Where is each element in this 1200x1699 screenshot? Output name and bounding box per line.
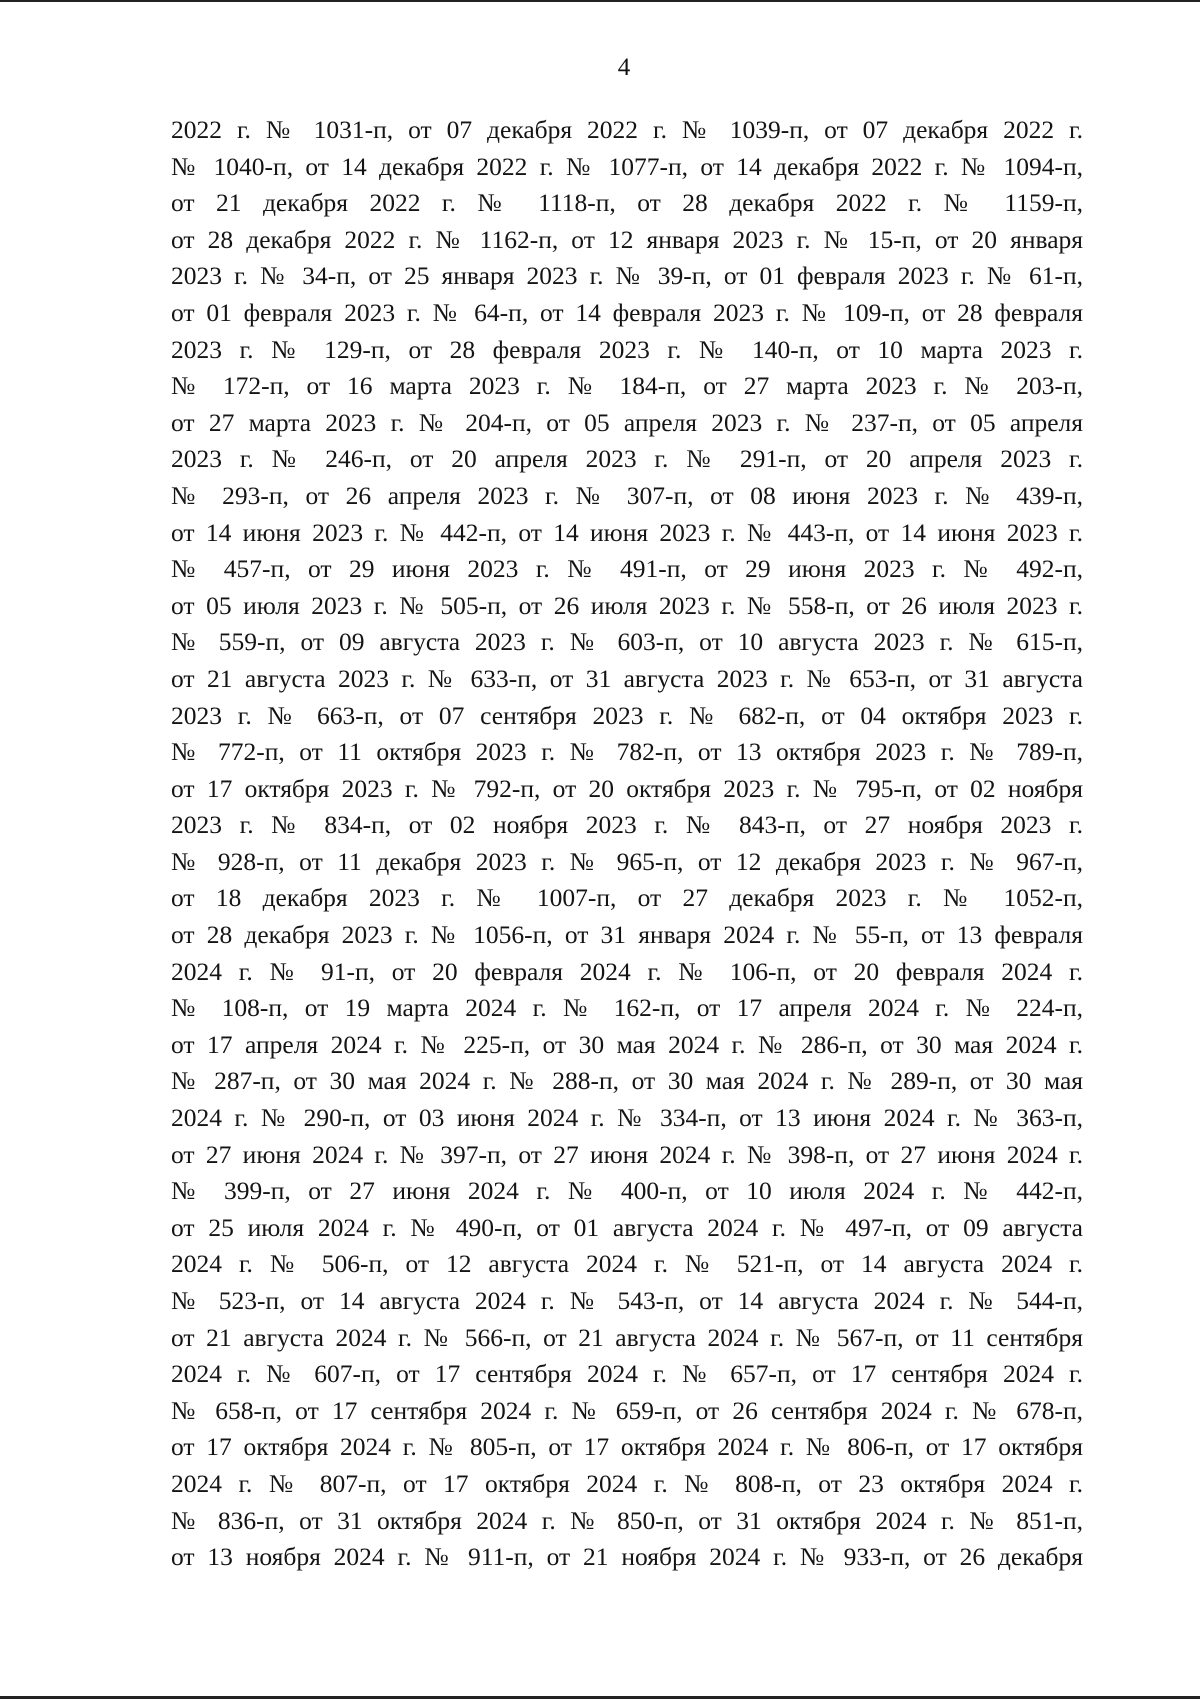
- text-line-37: от 17 октября 2024 г. № 805-п, от 17 октября 2024 г. № 806-п, от 17 октября: [171, 1432, 1083, 1462]
- document-body: [171, 112, 1083, 1576]
- text-line-33: № 523-п, от 14 августа 2024 г. № 543-п, от 14 августа 2024 г. № 544-п,: [171, 1286, 1083, 1315]
- text-line-39: № 836-п, от 31 октября 2024 г. № 850-п, от 31 октября 2024 г. № 851-п,: [171, 1505, 1083, 1535]
- text-line-9: от 27 марта 2023 г. № 204-п, от 05 апреля 2023 г. № 237-п, от 05 апреля: [171, 407, 1083, 437]
- text-line-36: № 658-п, от 17 сентября 2024 г. № 659-п, от 26 сентября 2024 г. № 678-п,: [171, 1395, 1083, 1425]
- text-line-18: № 772-п, от 11 октября 2023 г. № 782-п, от 13 октября 2023 г. № 789-п,: [171, 737, 1083, 767]
- text-line-6: от 01 февраля 2023 г. № 64-п, от 14 февраля 2023 г. № 109-п, от 28 февраля: [171, 297, 1083, 327]
- text-line-5: 2023 г. № 34-п, от 25 января 2023 г. № 39-п, от 01 февраля 2023 г. № 61-п,: [171, 261, 1083, 291]
- text-line-31: от 25 июля 2024 г. № 490-п, от 01 августа 2024 г. № 497-п, от 09 августа: [171, 1212, 1083, 1242]
- text-line-21: № 928-п, от 11 декабря 2023 г. № 965-п, от 12 декабря 2023 г. № 967-п,: [171, 846, 1083, 876]
- text-line-40: от 13 ноября 2024 г. № 911-п, от 21 ноября 2024 г. № 933-п, от 26 декабря: [171, 1542, 1083, 1572]
- text-line-22: от 18 декабря 2023 г. № 1007-п, от 27 декабря 2023 г. № 1052-п,: [171, 883, 1083, 913]
- text-line-29: от 27 июня 2024 г. № 397-п, от 27 июня 2024 г. № 398-п, от 27 июня 2024 г.: [171, 1139, 1083, 1169]
- text-line-17: 2023 г. № 663-п, от 07 сентября 2023 г. № 682-п, от 04 октября 2023 г.: [171, 700, 1083, 730]
- text-line-23: от 28 декабря 2023 г. № 1056-п, от 31 января 2024 г. № 55-п, от 13 февраля: [171, 920, 1083, 950]
- text-line-2: № 1040-п, от 14 декабря 2022 г. № 1077-п, от 14 декабря 2022 г. № 1094-п,: [171, 151, 1083, 181]
- text-line-4: от 28 декабря 2022 г. № 1162-п, от 12 января 2023 г. № 15-п, от 20 января: [171, 224, 1083, 254]
- text-line-13: № 457-п, от 29 июня 2023 г. № 491-п, от 29 июня 2023 г. № 492-п,: [171, 554, 1083, 584]
- text-line-38: 2024 г. № 807-п, от 17 октября 2024 г. № 808-п, от 23 октября 2024 г.: [171, 1468, 1083, 1498]
- text-line-28: 2024 г. № 290-п, от 03 июня 2024 г. № 334-п, от 13 июня 2024 г. № 363-п,: [171, 1103, 1083, 1133]
- text-line-14: от 05 июля 2023 г. № 505-п, от 26 июля 2023 г. № 558-п, от 26 июля 2023 г.: [171, 590, 1083, 620]
- page-number: 4: [617, 54, 631, 81]
- text-line-24: 2024 г. № 91-п, от 20 февраля 2024 г. № 106-п, от 20 февраля 2024 г.: [171, 956, 1083, 986]
- text-line-16: от 21 августа 2023 г. № 633-п, от 31 августа 2023 г. № 653-п, от 31 августа: [171, 663, 1083, 693]
- text-line-25: № 108-п, от 19 марта 2024 г. № 162-п, от 17 апреля 2024 г. № 224-п,: [171, 993, 1083, 1023]
- text-line-12: от 14 июня 2023 г. № 442-п, от 14 июня 2023 г. № 443-п, от 14 июня 2023 г.: [171, 517, 1083, 547]
- text-line-26: от 17 апреля 2024 г. № 225-п, от 30 мая 2024 г. № 286-п, от 30 мая 2024 г.: [171, 1029, 1083, 1059]
- text-line-10: 2023 г. № 246-п, от 20 апреля 2023 г. № 291-п, от 20 апреля 2023 г.: [171, 444, 1083, 474]
- text-line-3: от 21 декабря 2022 г. № 1118-п, от 28 декабря 2022 г. № 1159-п,: [171, 188, 1083, 218]
- text-line-15: № 559-п, от 09 августа 2023 г. № 603-п, от 10 августа 2023 г. № 615-п,: [171, 627, 1083, 657]
- text-line-11: № 293-п, от 26 апреля 2023 г. № 307-п, от 08 июня 2023 г. № 439-п,: [171, 480, 1083, 510]
- text-line-8: № 172-п, от 16 марта 2023 г. № 184-п, от 27 марта 2023 г. № 203-п,: [171, 371, 1083, 401]
- text-line-1: 2022 г. № 1031-п, от 07 декабря 2022 г. № 1039-п, от 07 декабря 2022 г.: [171, 115, 1083, 144]
- text-line-35: 2024 г. № 607-п, от 17 сентября 2024 г. № 657-п, от 17 сентября 2024 г.: [171, 1359, 1083, 1389]
- text-line-20: 2023 г. № 834-п, от 02 ноября 2023 г. № 843-п, от 27 ноября 2023 г.: [171, 810, 1083, 840]
- text-line-34: от 21 августа 2024 г. № 566-п, от 21 августа 2024 г. № 567-п, от 11 сентября: [171, 1322, 1083, 1352]
- text-line-32: 2024 г. № 506-п, от 12 августа 2024 г. № 521-п, от 14 августа 2024 г.: [171, 1249, 1083, 1279]
- text-line-27: № 287-п, от 30 мая 2024 г. № 288-п, от 30 мая 2024 г. № 289-п, от 30 мая: [171, 1066, 1083, 1096]
- scan-top-edge: [0, 0, 1200, 2]
- text-line-30: № 399-п, от 27 июня 2024 г. № 400-п, от 10 июля 2024 г. № 442-п,: [171, 1176, 1083, 1206]
- text-line-7: 2023 г. № 129-п, от 28 февраля 2023 г. № 140-п, от 10 марта 2023 г.: [171, 334, 1083, 364]
- text-line-19: от 17 октября 2023 г. № 792-п, от 20 октября 2023 г. № 795-п, от 02 ноября: [171, 773, 1083, 803]
